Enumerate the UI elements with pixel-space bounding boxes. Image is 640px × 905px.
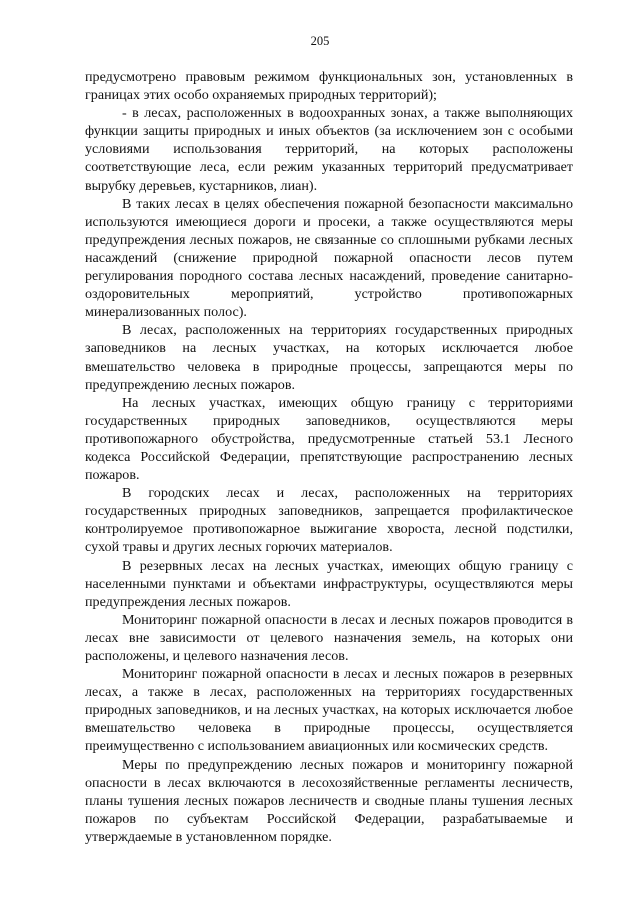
page-number: 205 (310, 34, 330, 48)
paragraph-continuation: предусмотрено правовым режимом функциональных зон, установленных в границах этих особо охраняемых природных территорий); (85, 69, 573, 104)
paragraph-list-item: - в лесах, расположенных в водоохранных зонах, а также выполняющих функции защиты природных и иных объектов (за исключением зон с особыми условиями использования территорий, на которых расположены соответствующие леса, если режим указанных территорий предусматривает вырубку деревьев, кустарников, лиан). (85, 105, 573, 194)
paragraph: В резервных лесах на лесных участках, имеющих общую границу с населенными пунктами и объектами инфраструктуры, осуществляются меры предупреждения лесных пожаров. (85, 557, 573, 610)
paragraph: В городских лесах и лесах, расположенных на территориях государственных природных заповедников, запрещается профилактическое контролируемое противопожарное выжигание хвороста, лесной подстилки, сухой травы и других лесных горючих материалов. (85, 485, 573, 556)
paragraph: Меры по предупреждению лесных пожаров и мониторингу пожарной опасности в лесах включаются в лесохозяйственные регламенты лесничеств, планы тушения лесных пожаров лесничеств и сводные планы тушения лесных пожаров по субъектам Российской Федерации, разрабатываемые и утверждаемые в установленном порядке. (85, 756, 573, 845)
paragraph: На лесных участках, имеющих общую границу с территориями государственных природных заповедников, осуществляются меры противопожарного обустройства, предусмотренные статьей 53.1 Лесного кодекса Российской Федерации, препятствующие распространению лесных пожаров. (85, 394, 573, 484)
document-body (85, 68, 573, 846)
paragraph: В таких лесах в целях обеспечения пожарной безопасности максимально используются имеющиеся дороги и просеки, а также осуществляются меры предупреждения лесных пожаров, не связанные со сплошными рубками лесных насаждений (снижение природной пожарной опасности лесов путем регулирования породного состава лесных насаждений, проведение санитарно-оздоровительных мероприятий, устройство противопожарных минерализованных полос). (85, 195, 573, 321)
paragraph: В лесах, расположенных на территориях государственных природных заповедников на лесных участках, на которых исключается любое вмешательство человека в природные процессы, запрещаются меры по предупреждению лесных пожаров. (85, 322, 573, 393)
paragraph: Мониторинг пожарной опасности в лесах и лесных пожаров в резервных лесах, а также в лесах, расположенных на территориях государственных природных заповедников, и на лесных участках, на которых исключается любое вмешательство человека в природные процессы, осуществляется преимущественно с использованием авиационных или космических средств. (85, 666, 573, 755)
paragraph: Мониторинг пожарной опасности в лесах и лесных пожаров проводится в лесах вне зависимости от целевого назначения земель, на которых они расположены, и целевого назначения лесов. (85, 611, 573, 664)
